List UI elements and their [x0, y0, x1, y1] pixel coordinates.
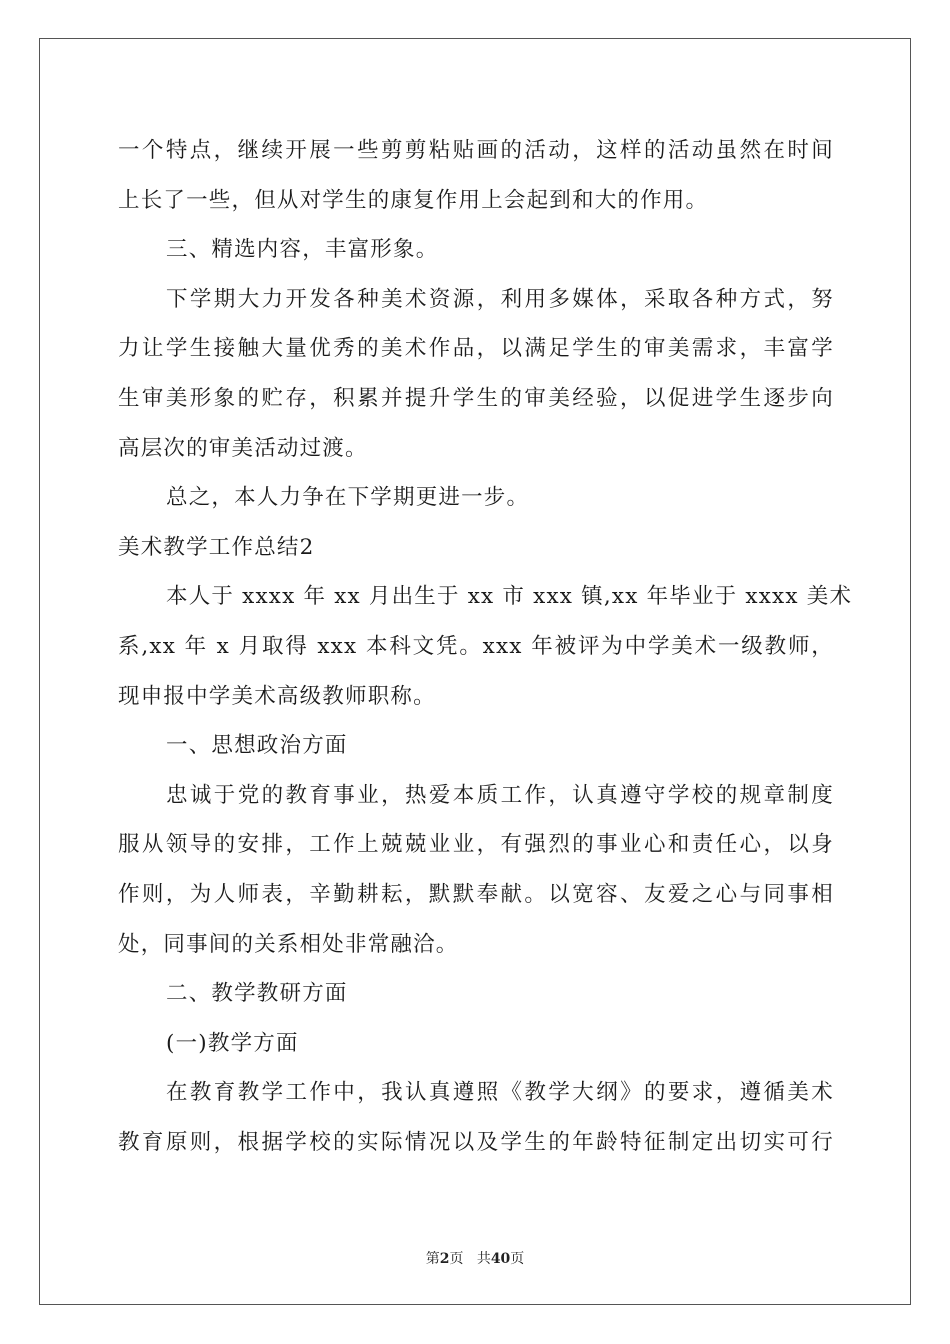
paragraph-line: 系,xx 年 x 月取得 xxx 本科文凭。xxx 年被评为中学美术一级教师，	[118, 633, 834, 659]
paragraph-line: 生审美形象的贮存，积累并提升学生的审美经验，以促进学生逐步向	[118, 385, 834, 411]
section-heading: 一、思想政治方面	[166, 733, 348, 759]
page-number: 2	[439, 1251, 450, 1267]
total-pages: 40	[490, 1251, 511, 1267]
section-heading: 三、精选内容，丰富形象。	[166, 237, 439, 263]
section-heading: 二、教学教研方面	[166, 981, 348, 1007]
paragraph-line: 下学期大力开发各种美术资源，利用多媒体，采取各种方式，努	[166, 286, 834, 312]
page-prefix: 第	[425, 1251, 440, 1267]
paragraph-line: 一个特点，继续开展一些剪剪粘贴画的活动，这样的活动虽然在时间	[118, 138, 834, 163]
paragraph-line: 在教育教学工作中，我认真遵照《教学大纲》的要求，遵循美术	[166, 1080, 834, 1106]
paragraph-line: 力让学生接触大量优秀的美术作品，以满足学生的审美需求，丰富学	[118, 336, 834, 362]
paragraph-line: 总之，本人力争在下学期更进一步。	[166, 485, 530, 511]
total-suffix: 页	[510, 1251, 525, 1267]
paragraph-line: 教育原则，根据学校的实际情况以及学生的年龄特征制定出切实可行	[118, 1129, 834, 1155]
paragraph-line: 服从领导的安排，工作上兢兢业业，有强烈的事业心和责任心，以身	[118, 832, 834, 858]
paragraph-line: 本人于 xxxx 年 xx 月出生于 xx 市 xxx 镇,xx 年毕业于 xxxx 美术	[166, 584, 853, 610]
paragraph-line: 忠诚于党的教育事业，热爱本质工作，认真遵守学校的规章制度	[166, 782, 834, 808]
paragraph-line: 作则，为人师表，辛勤耕耘，默默奉献。以宽容、友爱之心与同事相	[118, 881, 834, 907]
paragraph-line: 上长了一些，但从对学生的康复作用上会起到和大的作用。	[118, 187, 709, 213]
subsection-heading: (一)教学方面	[166, 1030, 299, 1056]
page-suffix: 页	[449, 1251, 464, 1267]
document-body	[118, 126, 853, 1167]
paragraph-line: 处，同事间的关系相处非常融洽。	[118, 931, 459, 957]
document-title: 美术教学工作总结2	[118, 534, 315, 560]
page-footer	[0, 1248, 950, 1268]
paragraph-line: 现申报中学美术高级教师职称。	[118, 683, 436, 709]
total-prefix: 共	[476, 1251, 491, 1267]
paragraph-line: 高层次的审美活动过渡。	[118, 435, 368, 461]
